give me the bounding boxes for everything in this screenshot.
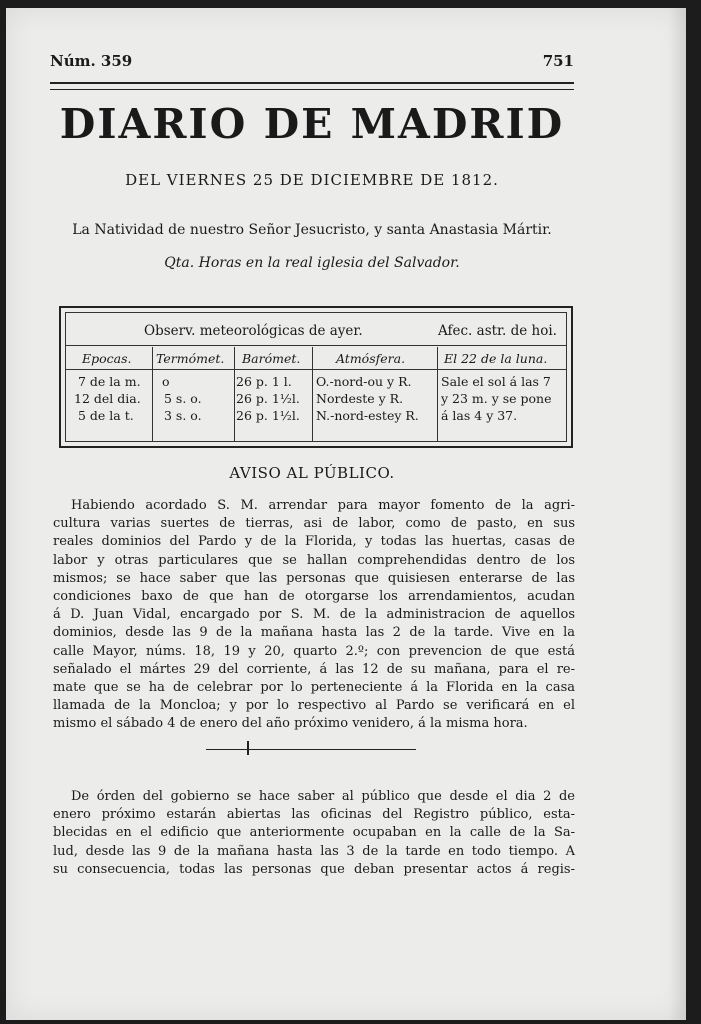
aviso-line: mate que se ha de celebrar por lo perteneciente á la Florida en la casa	[53, 680, 575, 696]
col-barometro: Barómet.	[242, 351, 301, 366]
astro-line-1: Sale el sol á las 7	[441, 374, 551, 389]
orden-paragraph	[53, 788, 575, 879]
row2-epoca: 12 del dia.	[74, 391, 141, 406]
row1-baro: 26 p. 1 l.	[236, 374, 292, 389]
meteo-table	[59, 306, 573, 448]
astro-title: Afec. astr. de hoi.	[438, 323, 557, 339]
meteo-col-divider	[152, 347, 153, 441]
col-atmosfera: Atmósfera.	[336, 351, 406, 366]
feast-line: La Natividad de nuestro Señor Jesucristo, y santa Anastasia Mártir.	[72, 222, 552, 238]
aviso-line: cultura varias suertes de tierras, asi de labor, como de pasto, en sus	[53, 516, 575, 532]
section-separator	[206, 749, 416, 750]
aviso-line: señalado el mártes 29 del corriente, á las 12 de su mañana, para el re-	[53, 661, 575, 677]
meteo-col-divider	[234, 347, 235, 441]
row1-epoca: 7 de la m.	[78, 374, 141, 389]
aviso-line: Habiendo acordado S. M. arrendar para mayor fomento de la agri-	[71, 498, 575, 513]
issue-number: Núm. 359	[50, 52, 133, 70]
aviso-heading: AVISO AL PÚBLICO.	[229, 464, 395, 482]
page-edge-shadow	[668, 8, 686, 1020]
aviso-line: dominios, desde las 9 de la mañana hasta las 2 de la tarde. Vive en la	[53, 625, 575, 641]
orden-line: enero próximo estarán abiertas las oficinas del Registro público, esta-	[53, 807, 575, 823]
aviso-line: labor y otras particulares que se hallan comprehendidas dentro de los	[53, 552, 575, 568]
col-termometro: Termómet.	[156, 351, 225, 366]
astro-line-2: y 23 m. y se pone	[441, 391, 552, 406]
row3-atmos: N.-nord-estey R.	[316, 408, 419, 423]
row2-atmos: Nordeste y R.	[316, 391, 404, 406]
row3-termo: 3 s. o.	[164, 408, 202, 423]
aviso-line: reales dominios del Pardo y de la Florida, y todas las huertas, casas de	[53, 534, 575, 550]
orden-line: lud, desde las 9 de la mañana hasta las 3 de la tarde en todo tiempo. A	[53, 843, 575, 859]
meteo-rule-top	[66, 345, 566, 346]
aviso-line: á D. Juan Vidal, encargado por S. M. de la administracion de aquellos	[53, 607, 575, 623]
page-number: 751	[542, 52, 574, 70]
dateline: DEL VIERNES 25 DE DICIEMBRE DE 1812.	[125, 171, 499, 189]
aviso-paragraph	[53, 497, 575, 734]
astro-line-3: á las 4 y 37.	[441, 408, 518, 423]
orden-line: De órden del gobierno se hace saber al público que desde el dia 2 de	[71, 789, 575, 804]
col-epocas: Epocas.	[82, 351, 132, 366]
newspaper-page	[6, 8, 686, 1020]
aviso-line: mismos; se hace saber que las personas que quisiesen enterarse de las	[53, 570, 575, 586]
orden-line: blecidas en el edificio que anteriormente ocupaban en la calle de la Sa-	[53, 825, 575, 841]
aviso-line: condiciones baxo de que han de otorgarse los arrendamientos, acudan	[53, 589, 575, 605]
meteo-col-divider	[312, 347, 313, 441]
aviso-line: calle Mayor, núms. 18, 19 y 20, quarto 2.º; con prevencion de que está	[53, 643, 575, 659]
row2-baro: 26 p. 1½l.	[236, 391, 300, 406]
row1-atmos: O.-nord-ou y R.	[316, 374, 412, 389]
separator-mark	[247, 741, 249, 755]
meteo-table-inner	[65, 312, 567, 442]
header-rule	[50, 82, 574, 90]
col-luna: El 22 de la luna.	[444, 351, 548, 366]
row2-termo: 5 s. o.	[164, 391, 202, 406]
meteo-col-divider	[437, 347, 438, 441]
row3-epoca: 5 de la t.	[78, 408, 134, 423]
page-header	[50, 52, 574, 70]
aviso-line: mismo el sábado 4 de enero del año próximo venidero, á la misma hora.	[53, 716, 528, 732]
meteo-title: Observ. meteorológicas de ayer.	[144, 323, 363, 339]
masthead-title: DIARIO DE MADRID	[59, 100, 565, 148]
hours-line: Qta. Horas en la real iglesia del Salvador.	[164, 255, 460, 271]
orden-line: su consecuencia, todas las personas que deban presentar actos á regis-	[53, 861, 575, 877]
meteo-rule-head	[66, 369, 566, 370]
row3-baro: 26 p. 1½l.	[236, 408, 300, 423]
aviso-line: llamada de la Moncloa; y por lo respectivo al Pardo se verificará en el	[53, 698, 575, 714]
row1-termo: o	[162, 374, 170, 389]
